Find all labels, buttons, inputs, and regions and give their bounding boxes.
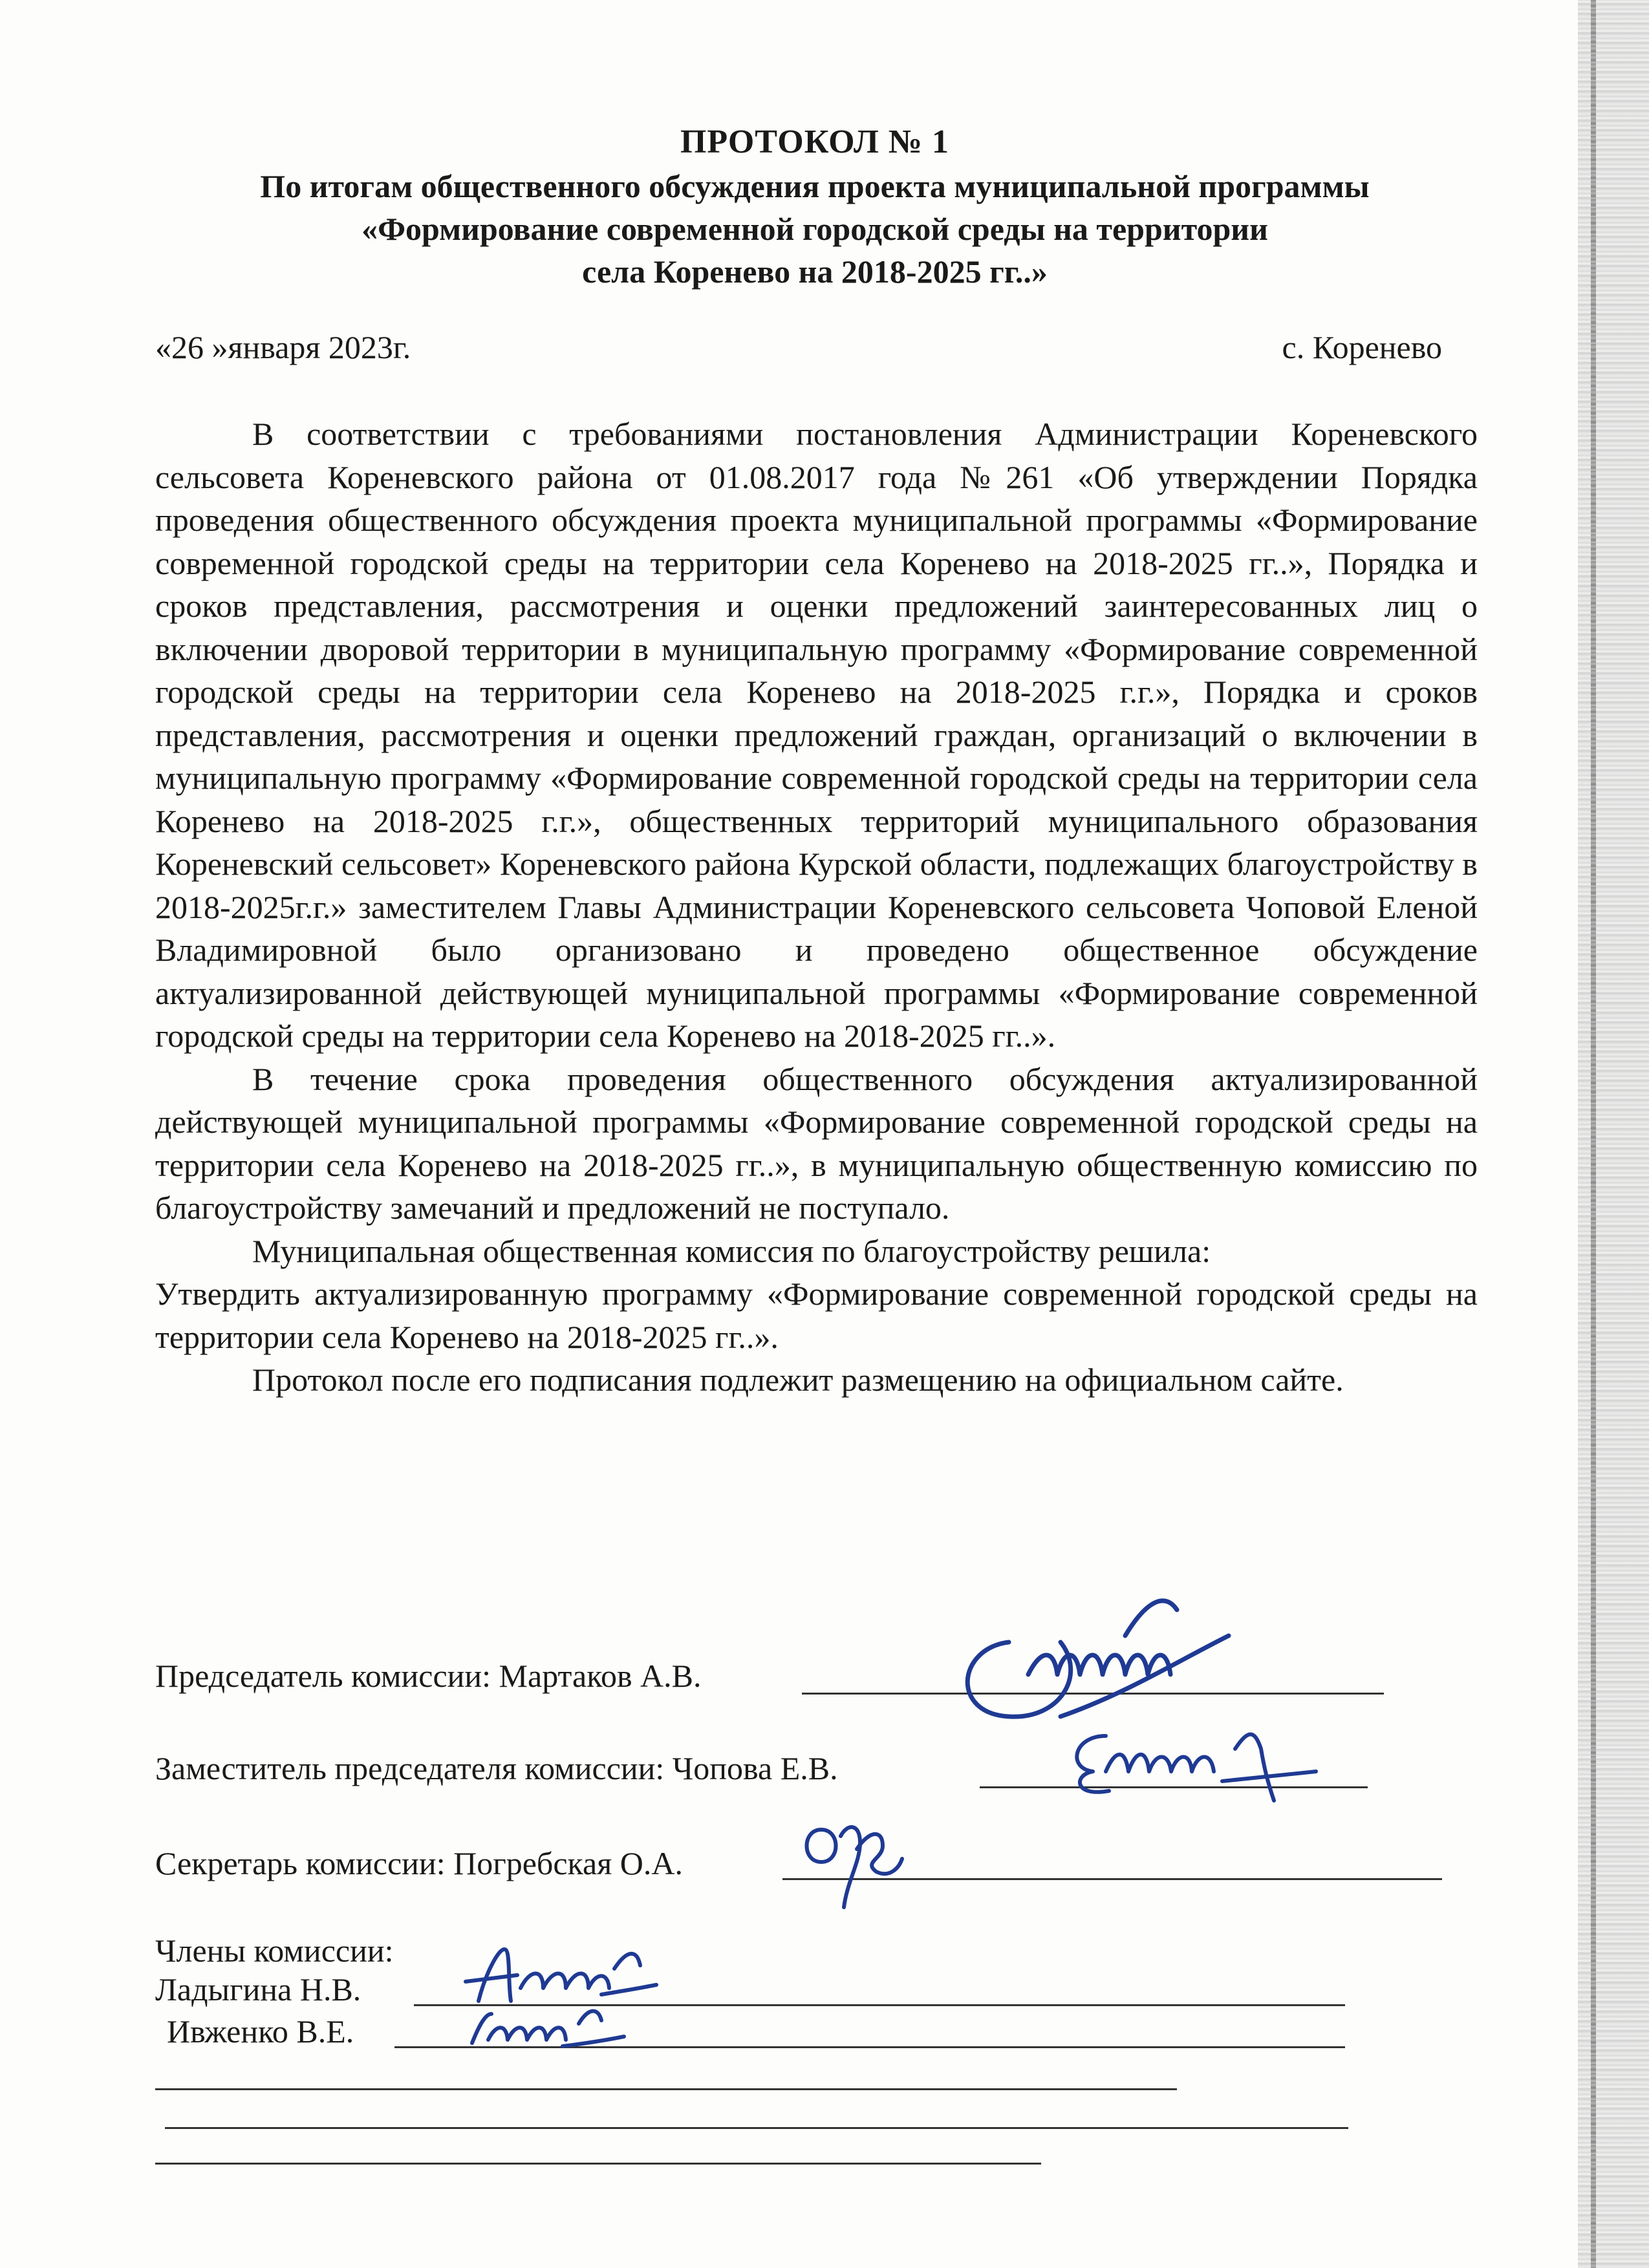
paragraph-5: Протокол после его подписания подлежит размещению на официальном сайте. [252,1362,1344,1398]
secretary-label: Секретарь комиссии: Погребская О.А. [155,1845,683,1881]
document-header [149,120,1481,293]
chair-label: Председатель комиссии: Мартаков А.В. [155,1658,702,1694]
header-line-1: По итогам общественного обсуждения проекта муниципальной программы [260,168,1370,204]
deputy-signature [1061,1710,1319,1807]
secretary-signature [795,1804,912,1914]
paragraph-2: В течение срока проведения общественного обсуждения актуализированной действующей муниципальной программы «Формирование современной городской среды на территории села Коренево на 2018-2025 гг..», в муниципальную общественную комиссию по благоустройству замечаний и предложений не поступало. [155,1060,1478,1226]
header-line-2: «Формирование современной городской среды на территории [361,211,1268,247]
protocol-title: ПРОТОКОЛ № 1 [680,123,950,160]
deputy-label: Заместитель председателя комиссии: Чопова Е.В. [155,1750,838,1786]
date-place-row [155,326,1442,368]
blank-signature-line-1 [155,2088,1177,2090]
blank-signature-line-2 [165,2127,1348,2129]
paragraph-3: Муниципальная общественная комиссия по благоустройству решила: [252,1232,1211,1269]
member-2-label: Ивженко В.Е. [167,2013,354,2049]
member-1-label: Ладыгина Н.В. [155,1971,361,2007]
members-label: Члены комиссии: [155,1932,394,1969]
member-2-signature [459,1988,627,2059]
protocol-place: с. Коренево [1282,329,1442,365]
header-line-3: села Коренево на 2018-2025 гг..» [582,253,1048,290]
blank-signature-line-3 [155,2163,1041,2165]
document-body [155,412,1478,1402]
protocol-date: «26 »января 2023г. [155,329,411,365]
paragraph-4: Утвердить актуализированную программу «Формирование современной городской среды на территории села Коренево на 2018-2025 гг..». [155,1276,1478,1355]
scan-edge-artifact [1578,0,1649,2268]
paragraph-1: В соответствии с требованиями постановления Администрации Кореневского сельсовета Кореневского района от 01.08.2017 года №261 «Об утверждении Порядка проведения общественного обсуждения проекта муниципальной программы «Формирование современной городской среды на территории села Коренево на 2018-2025 гг..», Порядка и сроков представления, рассмотрения и оценки предложений заинтересованных лиц о включении дворовой территории в муниципальную программу «Формирование современной городской среды на территории села Коренево на 2018-2025 г.г.», Порядка и сроков представления, рассмотрения и оценки предложений граждан, организаций о включении в муниципальную программу «Формирование современной городской среды на территории села Коренево на 2018-2025 г.г.», общественных территорий муниципального образования Кореневский сельсовет» Кореневского района Курской области, подлежащих благоустройству в 2018-2025г.г.» заместителем Главы Администрации Кореневского сельсовета Чоповой Еленой Владимировной было организовано и проведено общественное обсуждение актуализированной действующей муниципальной программы «Формирование современной городской среды на территории села Коренево на 2018-2025 гг..». [155,416,1478,1054]
